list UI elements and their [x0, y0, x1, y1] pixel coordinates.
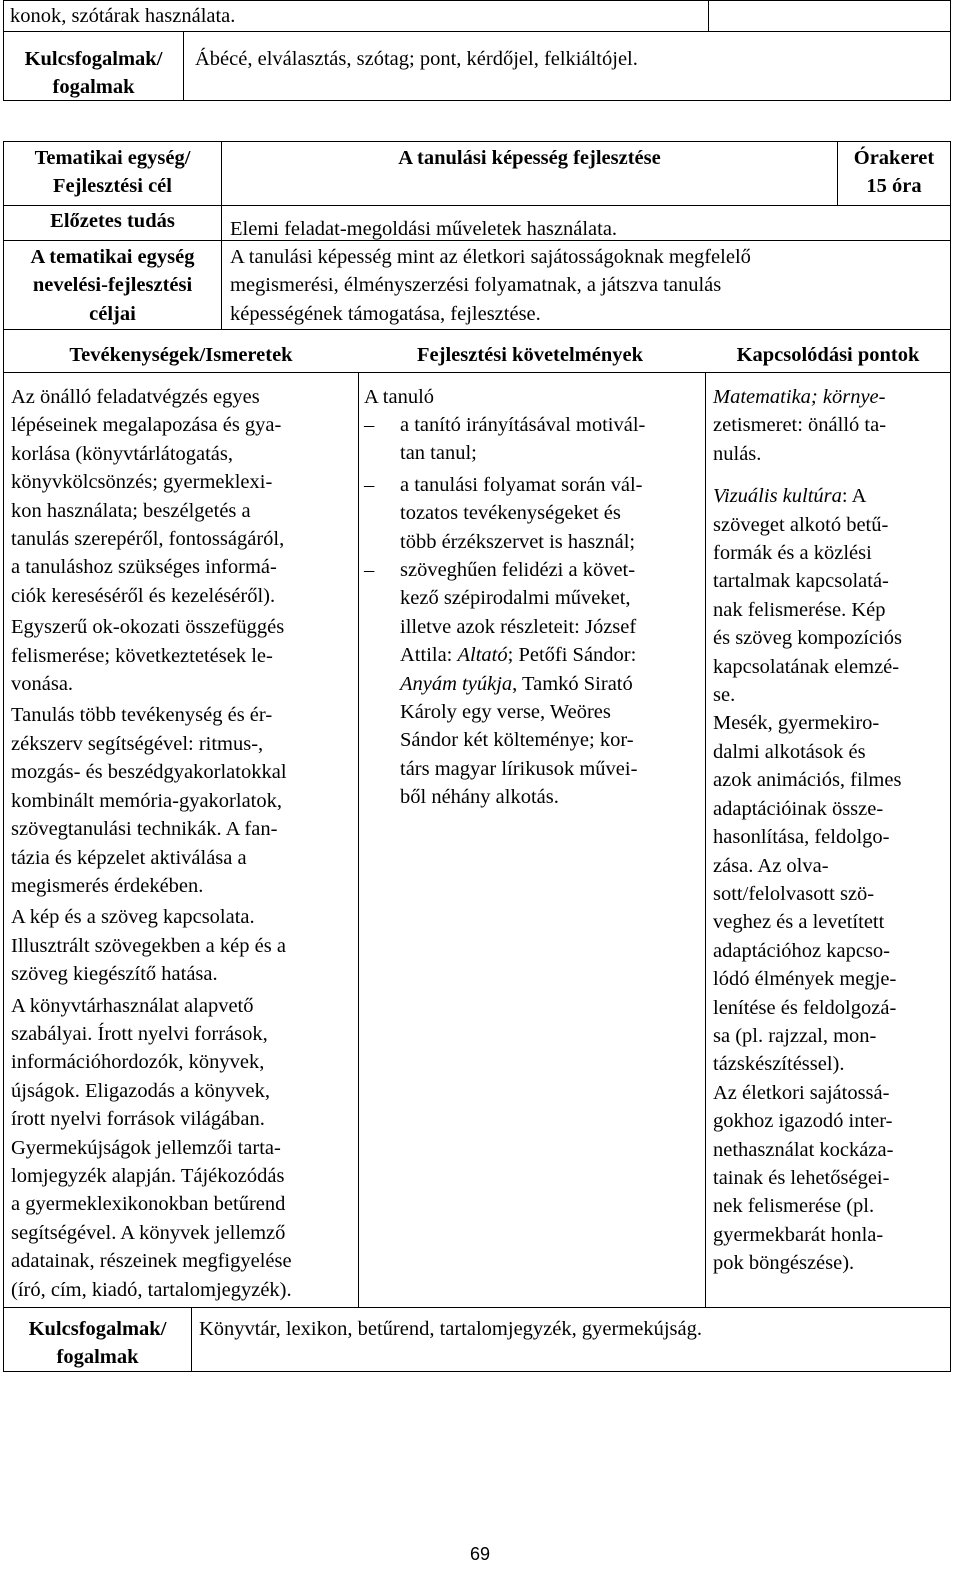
- activities-line: tanulás szerepéről, fontosságáról,: [11, 528, 285, 551]
- requirement-line: a tanító irányításával motivál-: [400, 414, 646, 436]
- goals-label-line-3: céljai: [89, 302, 136, 325]
- connection-line: nethasználat kockáza-: [713, 1138, 894, 1161]
- activities-line: kon használata; beszélgetés a: [11, 499, 251, 522]
- col-header-activities: Tevékenységek/Ismeretek: [69, 344, 293, 366]
- connection-line: és szöveg kompozíciós: [713, 627, 903, 650]
- connection-line: Az életkori sajátossá-: [713, 1081, 890, 1104]
- requirement-item-1: [400, 411, 645, 468]
- goals-value: [230, 243, 751, 328]
- dash-bullet: –: [364, 559, 375, 581]
- connections-text: [713, 383, 902, 1278]
- requirement-line-mixed: [400, 641, 637, 669]
- activities-line: újságok. Eligazodás a könyvek,: [11, 1079, 271, 1102]
- connection-line: tainak és lehetőségei-: [713, 1166, 890, 1189]
- connection-line: sa (pl. rajzzal, mon-: [713, 1024, 877, 1047]
- requirement-tamko: , Tamkó Sirató: [512, 672, 633, 695]
- page-number: 69: [469, 1544, 491, 1564]
- dash-bullet: –: [364, 414, 375, 436]
- requirement-line: kező szépirodalmi műveket,: [400, 587, 631, 610]
- requirement-line: szöveghűen felidézi a követ-: [400, 559, 636, 581]
- connection-line: adaptációhoz kapcso-: [713, 939, 891, 962]
- requirement-line: Sándor két költeménye; kor-: [400, 729, 634, 752]
- connection-line: formák és a közlési: [713, 542, 872, 565]
- goals-label-line-2: nevelési-fejlesztési: [32, 274, 193, 297]
- connection-line: adaptációinak össze-: [713, 797, 884, 820]
- goals-label: [3, 243, 222, 328]
- hours-value: 15 óra: [866, 175, 922, 198]
- goals-value-line-1: A tanulási képesség mint az életkori sajátosságoknak megfelelő: [230, 246, 751, 268]
- activities-line: Az önálló feladatvégzés egyes: [11, 386, 260, 408]
- connection-line: nulás.: [713, 442, 762, 465]
- connection-line: tartalmak kapcsolatá-: [713, 570, 889, 593]
- prior-label: Előzetes tudás: [50, 210, 175, 232]
- requirement-line: a tanulási folyamat során vál-: [400, 474, 643, 496]
- connection-viz-title: Vizuális kultúra: [713, 485, 842, 508]
- connection-line: Mesék, gyermekiro-: [713, 712, 880, 735]
- goals-value-line-2: megismerési, élményszerzési folyamatnak, a játszva tanulás: [230, 274, 722, 297]
- activities-line: mozgás- és beszédgyakorlatokkal: [11, 761, 287, 784]
- connection-line: zetismeret: önálló ta-: [713, 414, 887, 437]
- activities-line: írott nyelvi források világában.: [11, 1108, 265, 1131]
- unit-label-line-2: Fejlesztési cél: [53, 175, 172, 198]
- requirement-line: tozatos tevékenységeket és: [400, 502, 621, 525]
- connection-line: lenítése és feldolgozá-: [713, 996, 897, 1019]
- prev-keyword-value: Ábécé, elválasztás, szótag; pont, kérdőjel, felkiáltójel.: [195, 48, 638, 70]
- connection-line: veghez és a levetített: [713, 911, 885, 934]
- connection-line: nek felismerése (pl.: [713, 1195, 875, 1218]
- activities-line: Illusztrált szövegekben a kép és a: [11, 934, 286, 957]
- connection-line: szöveget alkotó betű-: [713, 513, 889, 536]
- connection-line: azok animációs, filmes: [713, 769, 902, 792]
- requirement-altato: Altató: [457, 644, 508, 667]
- hours-label: Órakeret: [853, 147, 935, 169]
- activities-line: Gyermekújságok jellemzői tarta-: [11, 1136, 281, 1159]
- prev-table-row-right: [708, 0, 951, 32]
- connection-line: se.: [713, 684, 736, 707]
- activities-line: Tanulás több tevékenység és ér-: [11, 704, 273, 727]
- prev-table-row-text: konok, szótárak használata.: [10, 5, 236, 27]
- activities-line: vonása.: [11, 673, 74, 696]
- activities-line: könyvkölcsönzés; gyermeklexi-: [11, 471, 273, 494]
- hours: [837, 144, 951, 201]
- activities-line: tázia és képzelet aktiválása a: [11, 846, 247, 869]
- requirement-line: illetve azok részleteit: József: [400, 615, 637, 638]
- connection-line: gyermekbarát honla-: [713, 1223, 884, 1246]
- activities-line: adatainak, részeinek megfigyelése: [11, 1250, 292, 1273]
- activities-line: szövegtanulási technikák. A fan-: [11, 818, 278, 841]
- activities-line: lomjegyzék alapján. Tájékozódás: [11, 1164, 285, 1187]
- goals-value-line-3: képességének támogatása, fejlesztése.: [230, 302, 541, 325]
- requirement-line: tan tanul;: [400, 442, 477, 465]
- activities-line: Egyszerű ok-okozati összefüggés: [11, 616, 285, 639]
- activities-line: (író, cím, kiadó, tartalomjegyzék).: [11, 1278, 292, 1301]
- requirement-line: több érzékszervet is használ;: [400, 530, 636, 553]
- unit-label: [3, 144, 222, 201]
- activities-line: megismerés érdekében.: [11, 874, 204, 897]
- activities-line: felismerése; következtetések le-: [11, 644, 273, 667]
- connection-line: sott/felolvasott szö-: [713, 882, 875, 905]
- activities-line: a gyermeklexikonokban betűrend: [11, 1193, 286, 1216]
- requirement-line: társ magyar lírikusok művei-: [400, 757, 638, 780]
- col-header-connections: Kapcsolódási pontok: [736, 344, 920, 366]
- connection-line: lódó élmények megje-: [713, 968, 897, 991]
- requirement-line-mixed: [400, 670, 637, 698]
- connection-line: [713, 482, 902, 510]
- connection-math-title: Matematika; környe-: [713, 386, 886, 408]
- requirement-anyam: Anyám tyúkja: [400, 672, 513, 695]
- connection-line: tázskészítéssel).: [713, 1053, 845, 1076]
- prior-value: Elemi feladat-megoldási műveletek használata.: [230, 218, 618, 240]
- prev-keyword-label-line-1: Kulcsfogalmak/: [24, 48, 163, 70]
- connection-line: pok böngészése).: [713, 1252, 855, 1275]
- activities-line: a tanuláshoz szükséges informá-: [11, 556, 277, 579]
- connection-line: [713, 383, 902, 411]
- prev-keyword-label-line-2: fogalmak: [52, 76, 135, 99]
- connection-viz-rest: : A: [841, 485, 867, 508]
- requirement-line: ből néhány alkotás.: [400, 786, 559, 809]
- keyword-label-line-2: fogalmak: [56, 1346, 139, 1369]
- activities-line: A kép és a szöveg kapcsolata.: [11, 906, 255, 929]
- col-header-requirements: Fejlesztési követelmények: [417, 344, 643, 366]
- keyword-label: [3, 1315, 192, 1372]
- activities-line: információhordozók, könyvek,: [11, 1051, 265, 1074]
- connection-line: hasonlítása, feldolgo-: [713, 826, 890, 849]
- unit-title: A tanulási képesség fejlesztése: [398, 147, 661, 169]
- goals-label-line-1: A tematikai egység: [30, 246, 195, 268]
- activities-line: A könyvtárhasználat alapvető: [11, 994, 254, 1017]
- requirement-attila: Attila:: [400, 644, 458, 667]
- activities-line: zékszerv segítségével: ritmus-,: [11, 732, 264, 755]
- requirement-item-3: [400, 556, 637, 812]
- prev-keyword-label: [3, 45, 184, 102]
- requirement-petofi: ; Petőfi Sándor:: [507, 644, 637, 667]
- activities-line: segítségével. A könyvek jellemző: [11, 1221, 286, 1244]
- connection-line: nak felismerése. Kép: [713, 598, 886, 621]
- connection-line: kapcsolatának elemzé-: [713, 655, 900, 678]
- dash-bullet: –: [364, 474, 375, 496]
- connection-line: zása. Az olva-: [713, 854, 829, 877]
- connection-line: dalmi alkotások és: [713, 740, 866, 763]
- activities-line: kombinált memória-gyakorlatok,: [11, 789, 282, 812]
- requirement-line: Károly egy verse, Weöres: [400, 701, 611, 724]
- activities-line: korlása (könyvtárlátogatás,: [11, 442, 234, 465]
- requirement-item-2: [400, 471, 643, 556]
- keyword-label-line-1: Kulcsfogalmak/: [28, 1318, 167, 1340]
- keyword-value: Könyvtár, lexikon, betűrend, tartalomjegyzék, gyermekújság.: [199, 1318, 702, 1340]
- connection-line: gokhoz igazodó inter-: [713, 1110, 893, 1133]
- activities-line: ciók kereséséről és kezeléséről).: [11, 584, 276, 607]
- activities-line: szöveg kiegészítő hatása.: [11, 963, 218, 986]
- activities-line: lépéseinek megalapozása és gya-: [11, 414, 282, 437]
- unit-label-line-1: Tematikai egység/: [34, 147, 191, 169]
- requirements-intro: A tanuló: [364, 386, 435, 408]
- activities-text: [11, 383, 292, 1304]
- activities-line: szabályai. Írott nyelvi források,: [11, 1022, 268, 1045]
